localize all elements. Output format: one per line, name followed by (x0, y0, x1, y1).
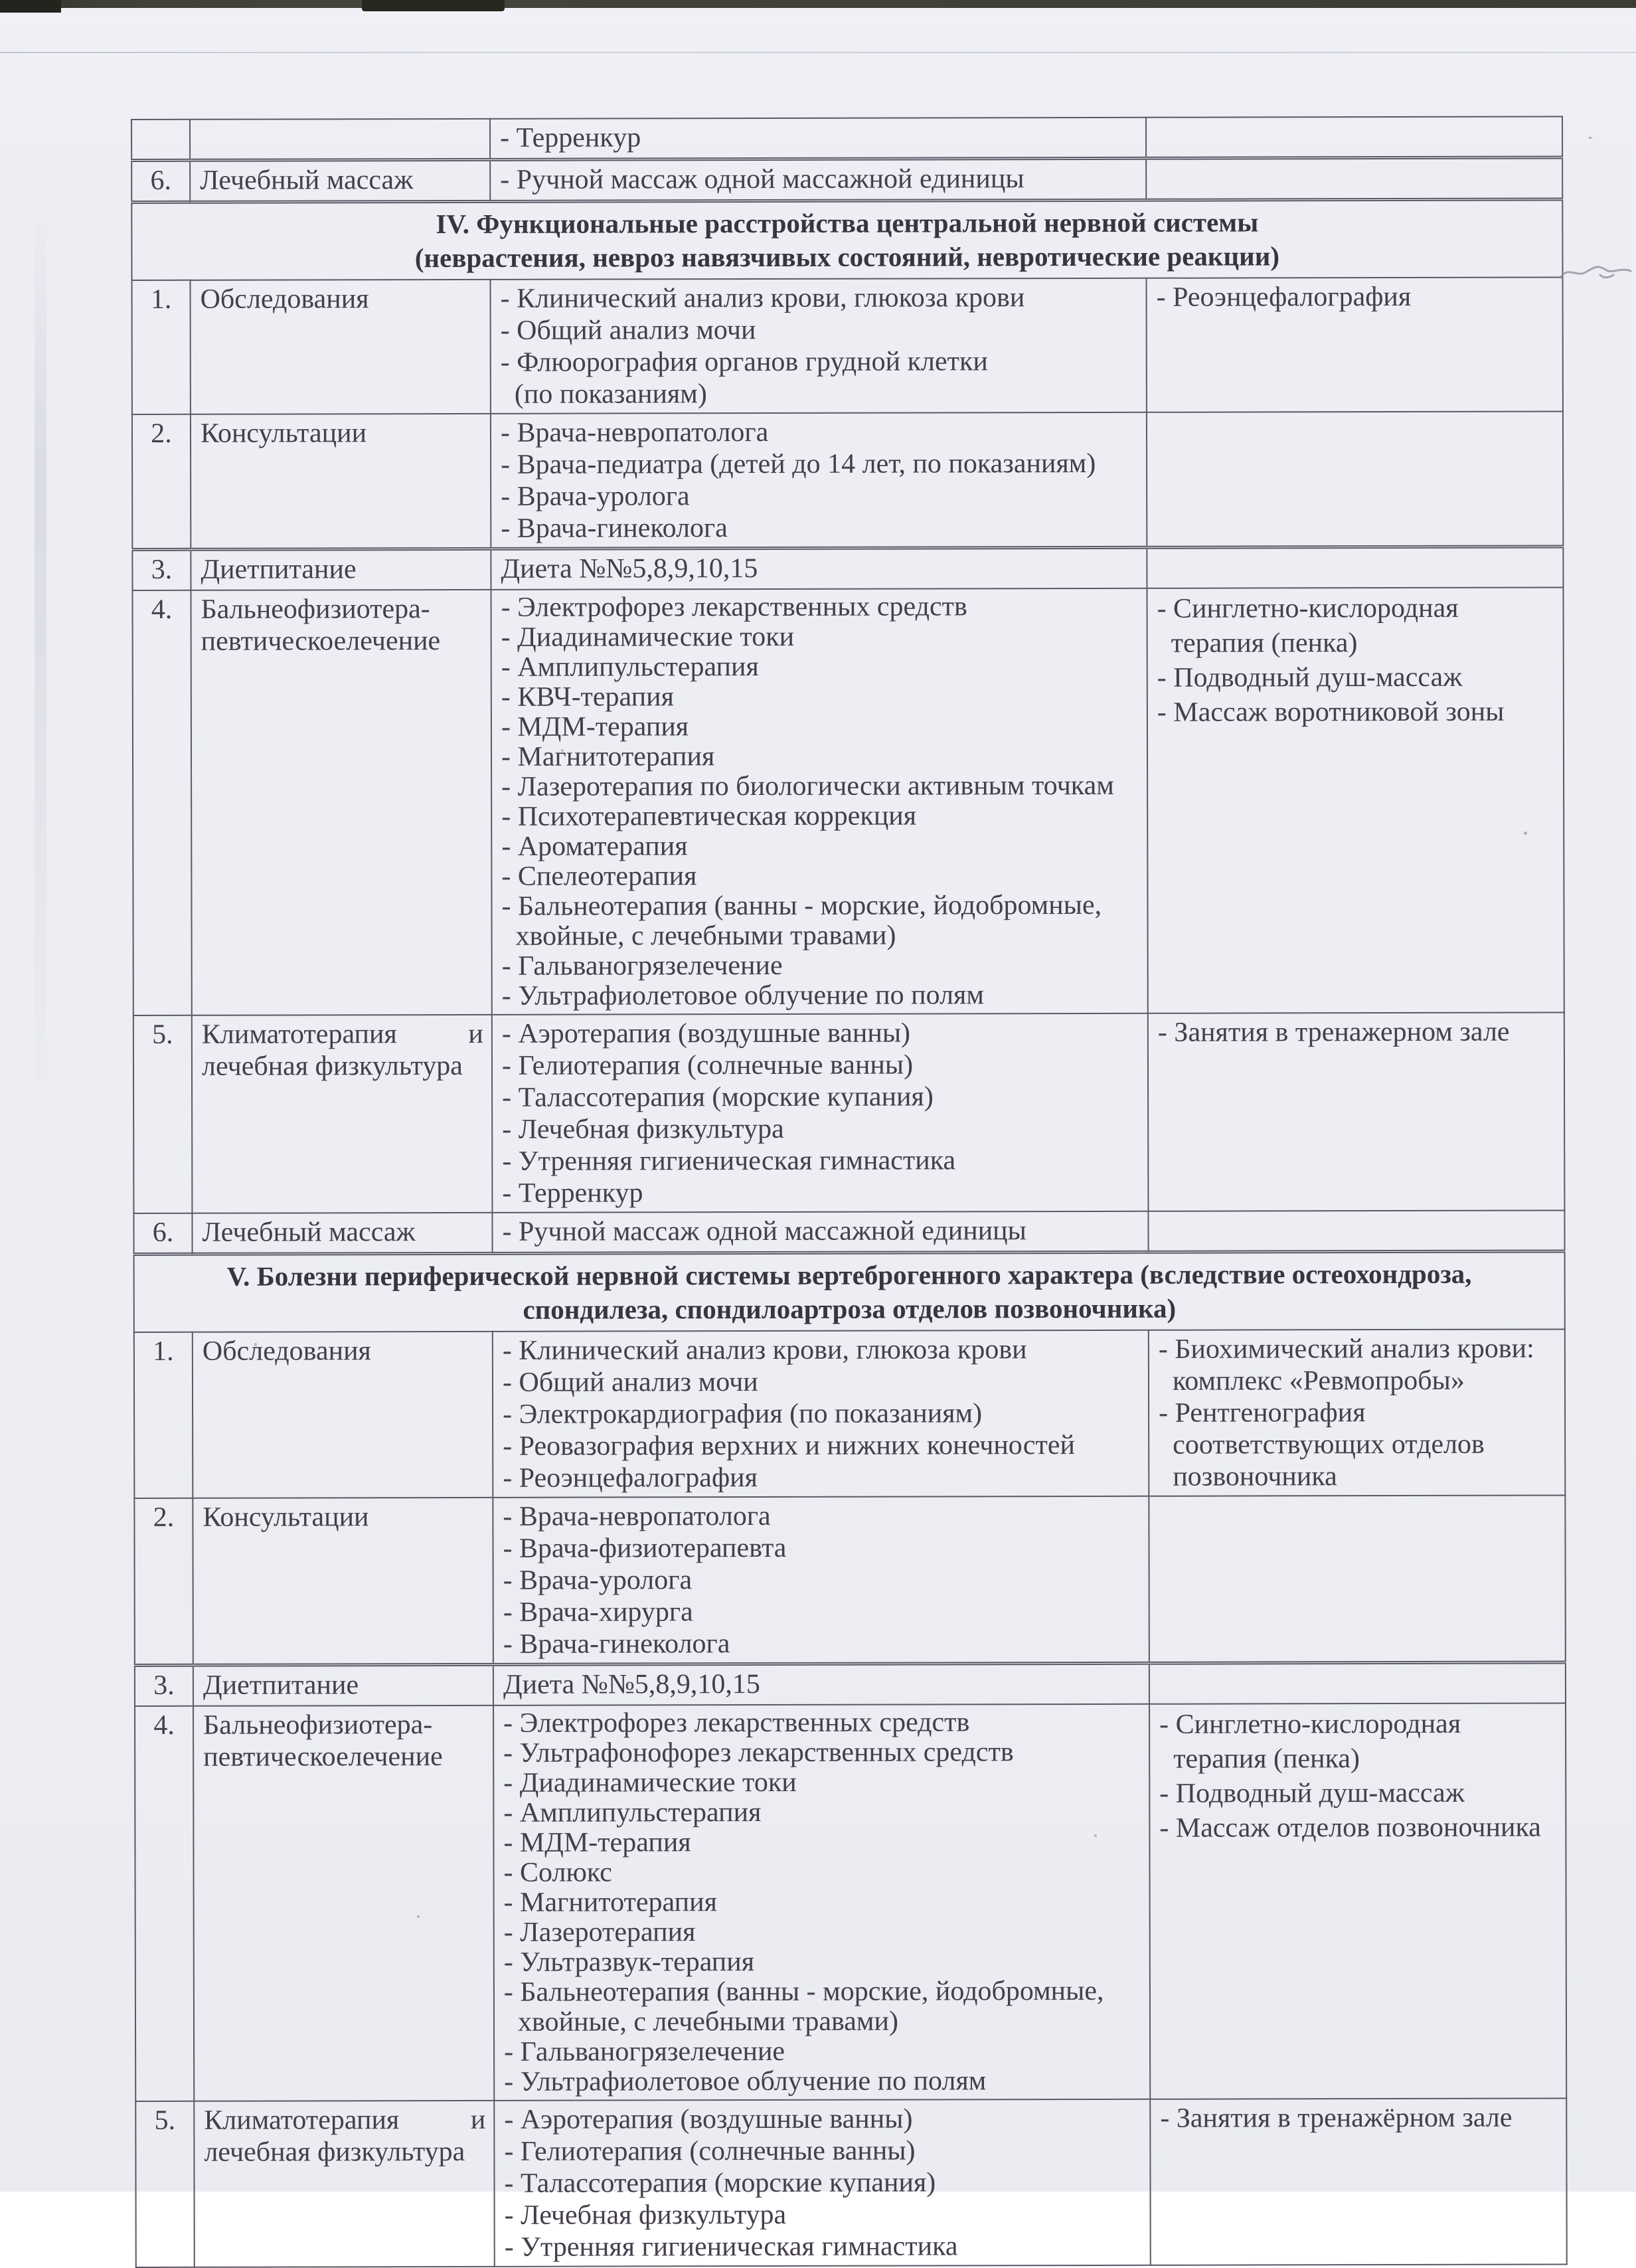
paper-speck (1524, 831, 1527, 835)
extra-treatments-cell (1147, 411, 1563, 547)
extra-treatment-line: - Синглетно-кислородная (1159, 1708, 1461, 1740)
section-header-line: IV. Функциональные расстройства центральной нервной системы (436, 207, 1259, 240)
category-cell (193, 1332, 493, 1498)
treatment-line: - Гелиотерапия (солнечные ванны) (504, 2135, 916, 2167)
row-number: 3. (151, 554, 173, 585)
extra-treatment-line: - Синглетно-кислородная (1157, 592, 1459, 624)
row-number-cell (134, 1332, 193, 1498)
pen-squiggle-mark (1559, 258, 1633, 287)
row-number-cell (133, 1213, 192, 1255)
table-row (132, 411, 1563, 549)
treatment-line: - КВЧ-терапия (501, 681, 674, 713)
table-row (131, 116, 1562, 160)
treatment-line: - Врача-физиотерапевта (503, 1532, 787, 1564)
category-cell (193, 1664, 493, 1705)
treatment-line: - Терренкур (502, 1178, 643, 1209)
treatment-line: - Электрокардиография (по показаниям) (503, 1398, 983, 1430)
treatment-line: - Бальнеотерапия (ванны - морские, йодобромные, (503, 1975, 1104, 2008)
treatment-line: - Ручной массаж одной массажной единицы (502, 1215, 1026, 1247)
treatment-line: - Бальнеотерапия (ванны - морские, йодобромные, (501, 889, 1102, 922)
section-header-row (131, 199, 1562, 280)
extra-treatments-cell (1147, 587, 1564, 1013)
treatment-line: - Лазеротерапия (503, 1917, 696, 1948)
treatments-cell (494, 2099, 1151, 2267)
category-cell (191, 549, 491, 590)
category-label: певтическоелечение (203, 1741, 443, 1773)
extra-treatment-line: позвоночника (1159, 1461, 1337, 1492)
treatment-line: - Ультрафонофорез лекарственных средств (503, 1737, 1014, 1769)
category-label: Консультации (200, 418, 367, 449)
treatment-line: - Клинический анализ крови, глюкоза крови (502, 1334, 1027, 1366)
treatment-line: Диета №№5,8,9,10,15 (501, 553, 758, 584)
treatments-cell (490, 118, 1146, 160)
row-number: 4. (153, 1709, 175, 1741)
treatment-line: - Общий анализ мочи (502, 1367, 758, 1398)
category-cell (190, 119, 490, 160)
treatment-line: - Спелеотерапия (501, 861, 697, 892)
treatment-line: - Клинический анализ крови, глюкоза крови (500, 282, 1025, 314)
row-number: 6. (150, 165, 171, 196)
extra-treatment-line: - Массаж отделов позвоночника (1159, 1812, 1541, 1844)
paper-fold-line (0, 52, 1636, 53)
category-label: Климатотерапия и (204, 2104, 486, 2136)
category-cell (191, 590, 491, 1015)
table-row (135, 2098, 1567, 2267)
row-number-cell (132, 414, 191, 550)
category-label: Консультации (203, 1502, 369, 1533)
row-number-cell (133, 1015, 193, 1213)
treatments-cell (490, 158, 1146, 201)
extra-treatment-line: - Подводный душ-массаж (1159, 1777, 1465, 1809)
category-cell (190, 159, 490, 202)
row-number-cell (135, 1665, 193, 1706)
table-row (132, 547, 1563, 590)
section-header-cell (131, 199, 1562, 280)
paper-speck (417, 1915, 420, 1918)
treatment-line: - Ультразвук-терапия (503, 1947, 755, 1978)
category-label: лечебная физкультура (204, 2136, 465, 2168)
treatments-cell (493, 1330, 1149, 1498)
table-row (133, 1012, 1565, 1213)
treatment-line: - Солюкс (503, 1857, 612, 1888)
category-cell (194, 2101, 495, 2267)
category-label: певтическоелечение (201, 626, 441, 657)
treatments-cell (492, 1013, 1149, 1213)
treatments-cell (491, 412, 1147, 549)
treatment-line: - Аэротерапия (воздушные ванны) (501, 1017, 911, 1049)
treatment-line: - Врача-гинеколога (501, 513, 728, 544)
treatment-line: - Общий анализ мочи (500, 315, 756, 346)
treatment-line: - МДМ-терапия (503, 1827, 691, 1858)
table-row (134, 1329, 1566, 1498)
row-number: 3. (153, 1670, 175, 1701)
category-label: Обследования (202, 1336, 371, 1367)
treatments-cell (491, 547, 1147, 590)
paper-speck (1094, 1834, 1097, 1837)
extra-treatments-cell (1149, 1495, 1566, 1663)
paper-speck (254, 1343, 257, 1346)
treatment-line: - Лазеротерапия по биологически активным точкам (501, 770, 1114, 802)
treatment-line: - Электрофорез лекарственных средств (501, 591, 967, 623)
treatment-line: - Ароматерапия (501, 831, 688, 862)
extra-treatments-cell (1148, 1210, 1564, 1252)
category-label: Лечебный массаж (200, 165, 414, 196)
treatment-line: - Магнитотерапия (503, 1887, 717, 1918)
row-number-cell (131, 120, 190, 161)
treatment-line: - Врача-гинеколога (503, 1628, 730, 1660)
table-row (132, 587, 1564, 1015)
category-cell (193, 1498, 493, 1665)
table-row (134, 1495, 1566, 1665)
treatment-line: - Электрофорез лекарственных средств (503, 1707, 970, 1739)
extra-treatments-cell (1147, 547, 1563, 588)
treatment-line: - Гелиотерапия (солнечные ванны) (501, 1049, 914, 1081)
row-number-cell (132, 590, 191, 1015)
category-label: Лечебный массаж (202, 1217, 416, 1248)
extra-treatment-line: - Рентгенография (1159, 1397, 1366, 1429)
treatment-line: - Врача-хирурга (503, 1597, 693, 1628)
category-label: Бальнеофизиотера- (201, 594, 430, 625)
extra-treatments-cell (1146, 157, 1562, 200)
treatment-table-body (131, 116, 1567, 2267)
row-number-cell (131, 160, 190, 202)
extra-treatment-line: - Массаж воротниковой зоны (1157, 696, 1505, 728)
extra-treatments-cell (1150, 2098, 1567, 2265)
section-header-line: спондилеза, спондилоартроза отделов позвоночника) (523, 1292, 1177, 1325)
section-header-line: V. Болезни периферической нервной системы вертеброгенного характера (вследствие остеохондроза, (226, 1258, 1472, 1292)
scanner-edge-corner (0, 0, 61, 13)
treatment-line: - Аэротерапия (воздушные ванны) (504, 2103, 913, 2135)
treatment-line: - Врача-невропатолога (503, 1500, 771, 1532)
treatment-line: - Амплипульстерапия (501, 652, 759, 683)
extra-treatments-cell (1149, 1329, 1566, 1496)
treatment-line: - Диадинамические токи (503, 1767, 797, 1798)
category-label: Климатотерапия и (201, 1018, 483, 1050)
extra-treatment-line: соответствующих отделов (1159, 1429, 1485, 1460)
treatment-line: - Ультрафиолетовое облучение по полям (504, 2065, 987, 2097)
extra-treatment-line: - Занятия в тренажёрном зале (1160, 2102, 1513, 2134)
section-header-line: (неврастения, невроз навязчивых состояний, невротические реакции) (414, 240, 1280, 274)
row-number: 6. (152, 1217, 174, 1248)
treatment-line: - Утренняя гигиеническая гимнастика (504, 2231, 958, 2263)
treatment-line: - Лечебная физкультура (504, 2199, 787, 2231)
extra-treatments-cell (1147, 277, 1563, 412)
row-number-cell (132, 280, 191, 414)
treatment-line: - Врача-уролога (501, 481, 690, 512)
row-number: 4. (151, 594, 173, 625)
treatments-cell (491, 278, 1147, 414)
treatment-line: - Реовазография верхних и нижних конечностей (503, 1430, 1075, 1462)
scanner-edge-strip (0, 0, 1636, 8)
category-cell (192, 1015, 493, 1213)
row-number-cell (134, 1498, 193, 1666)
paper-speck (1588, 137, 1592, 139)
treatment-line: - Амплипульстерапия (503, 1797, 762, 1828)
treatment-line: - Гальваногрязелечение (504, 2036, 785, 2067)
extra-treatment-line: - Подводный душ-массаж (1157, 661, 1463, 693)
row-number-cell (135, 2101, 195, 2267)
category-label: Диетпитание (203, 1670, 359, 1701)
row-number: 5. (152, 1019, 173, 1050)
row-number: 1. (150, 284, 172, 315)
treatment-line: - МДМ-терапия (501, 711, 689, 742)
row-number: 2. (151, 418, 172, 449)
section-header-row (134, 1251, 1565, 1332)
treatment-line: - Утренняя гигиеническая гимнастика (502, 1145, 956, 1177)
treatments-cell (493, 1663, 1149, 1705)
treatment-table (131, 116, 1568, 2268)
treatment-line: - Магнитотерапия (501, 741, 715, 772)
treatment-line: - Ручной массаж одной массажной единицы (500, 163, 1024, 195)
extra-treatment-line: терапия (пенка) (1157, 628, 1358, 659)
treatment-line: - Врача-невропатолога (500, 416, 769, 448)
row-number: 1. (153, 1336, 174, 1367)
row-number: 5. (154, 2105, 176, 2136)
category-cell (191, 414, 491, 549)
treatment-table-wrap (131, 116, 1566, 2268)
category-cell (193, 1705, 494, 2101)
table-row (135, 1703, 1566, 2101)
treatment-line: хвойные, с лечебными травами) (503, 2006, 898, 2038)
treatment-line: - Врача-уролога (503, 1565, 693, 1596)
extra-treatment-line: терапия (пенка) (1159, 1743, 1360, 1775)
treatment-line: (по показаниям) (500, 379, 707, 410)
table-row (135, 1662, 1566, 1706)
treatment-line: хвойные, с лечебными травами) (501, 920, 896, 952)
extra-treatment-line: - Биохимический анализ крови: (1158, 1333, 1534, 1365)
treatment-line: - Диадинамические токи (501, 621, 795, 653)
paper-speck (561, 749, 564, 752)
table-row (132, 277, 1563, 414)
extra-treatment-line: - Занятия в тренажерном зале (1157, 1016, 1510, 1048)
treatment-line: - Реоэнцефалография (503, 1462, 758, 1494)
extra-treatment-line: - Реоэнцефалография (1156, 281, 1412, 313)
treatment-line: - Гальваногрязелечение (501, 950, 783, 982)
treatment-line: - Талассотерапия (морские купания) (504, 2167, 936, 2199)
extra-treatments-cell (1149, 1662, 1566, 1704)
scan-streak-artifact (35, 199, 46, 1129)
treatment-line: - Флюорография органов грудной клетки (500, 346, 988, 378)
treatment-line: - Лечебная физкультура (502, 1113, 784, 1145)
category-label: Бальнеофизиотера- (203, 1709, 433, 1741)
extra-treatments-cell (1146, 116, 1562, 158)
category-label: Диетпитание (201, 554, 357, 585)
treatment-line: - Терренкур (500, 122, 641, 153)
treatment-line: - Талассотерапия (морские купания) (502, 1081, 934, 1113)
treatment-line: - Ультрафиолетовое облучение по полям (501, 980, 984, 1011)
paper-speck (888, 2147, 890, 2150)
category-label: лечебная физкультура (201, 1050, 463, 1082)
treatment-line: - Врача-педиатра (детей до 14 лет, по показаниям) (501, 448, 1096, 480)
treatments-cell (491, 588, 1147, 1015)
treatment-line: Диета №№5,8,9,10,15 (503, 1669, 760, 1700)
scanner-edge-blob (362, 0, 505, 11)
row-number-cell (132, 549, 191, 590)
table-row (131, 157, 1562, 203)
row-number-cell (135, 1706, 194, 2101)
category-cell (191, 280, 491, 414)
extra-treatment-line: комплекс «Ревмопробы» (1158, 1365, 1465, 1397)
treatments-cell (492, 1211, 1148, 1254)
treatments-cell (493, 1496, 1149, 1665)
table-row (133, 1210, 1564, 1254)
category-cell (192, 1213, 492, 1254)
category-label: Обследования (200, 284, 369, 315)
extra-treatments-cell (1149, 1703, 1566, 2099)
extra-treatments-cell (1148, 1012, 1565, 1211)
treatment-line: - Психотерапевтическая коррекция (501, 800, 917, 832)
row-number: 2. (153, 1502, 175, 1533)
paper-speck (734, 332, 737, 335)
section-header-cell (134, 1251, 1565, 1332)
treatments-cell (493, 1704, 1150, 2101)
